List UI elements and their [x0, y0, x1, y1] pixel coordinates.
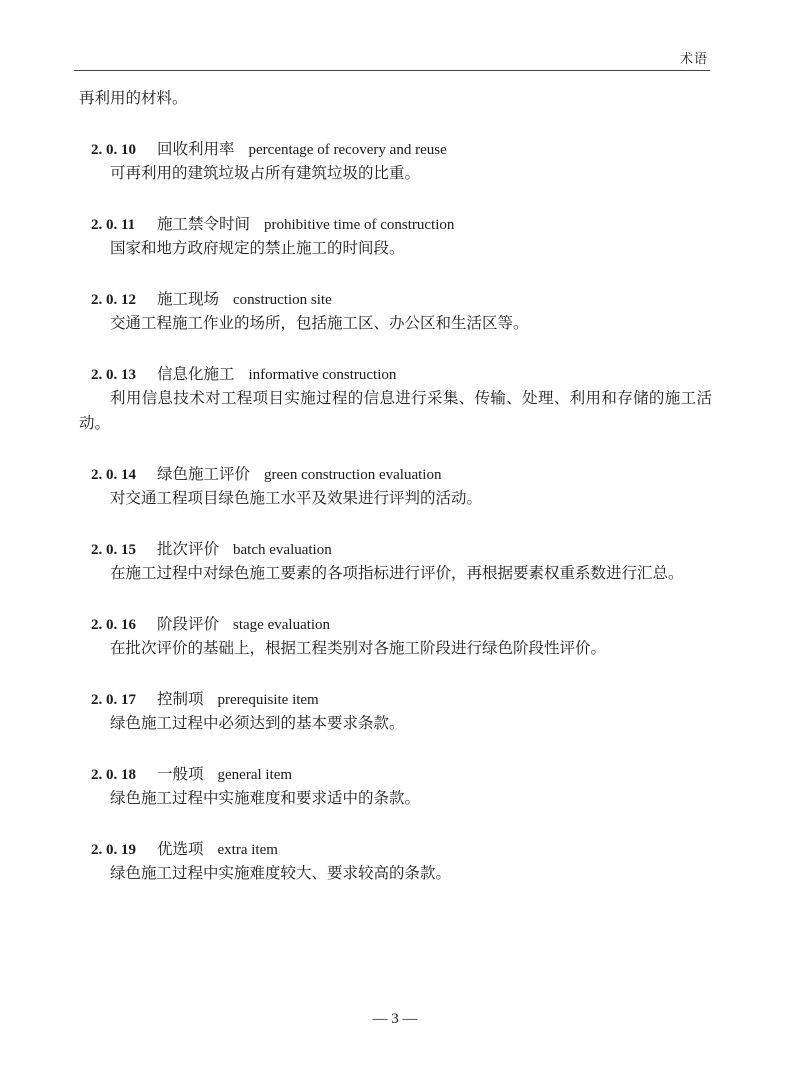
term-heading	[79, 761, 712, 786]
term-number: 2. 0. 11	[91, 217, 136, 233]
term-heading	[79, 686, 712, 711]
term-entry	[79, 836, 712, 886]
term-chinese: 绿色施工评价	[157, 465, 251, 483]
term-definition: 利用信息技术对工程项目实施过程的信息进行采集、传输、处理、利用和存储的施工活动。	[79, 389, 712, 432]
term-number: 2. 0. 19	[91, 842, 136, 858]
term-english: batch evaluation	[233, 542, 332, 558]
term-definition: 国家和地方政府规定的禁止施工的时间段。	[110, 239, 405, 257]
term-entry	[79, 211, 712, 261]
term-number: 2. 0. 16	[91, 617, 136, 633]
term-chinese: 施工禁令时间	[157, 215, 251, 233]
term-number: 2. 0. 13	[91, 367, 136, 383]
term-definition: 绿色施工过程中实施难度较大、要求较高的条款。	[110, 864, 452, 882]
term-english: informative construction	[248, 367, 397, 383]
term-chinese: 一般项	[157, 765, 204, 783]
term-number: 2. 0. 14	[91, 467, 136, 483]
term-number: 2. 0. 17	[91, 692, 136, 708]
term-chinese: 施工现场	[157, 290, 220, 308]
term-entry	[79, 461, 712, 511]
term-heading	[79, 611, 712, 636]
term-heading	[79, 286, 712, 311]
term-heading	[79, 136, 712, 161]
term-heading	[79, 361, 712, 386]
term-english: green construction evaluation	[264, 467, 442, 483]
term-definition: 在批次评价的基础上，根据工程类别对各施工阶段进行绿色阶段性评价。	[110, 639, 607, 657]
term-number: 2. 0. 15	[91, 542, 136, 558]
term-definition: 对交通工程项目绿色施工水平及效果进行评判的活动。	[110, 489, 483, 507]
term-number: 2. 0. 10	[91, 142, 136, 158]
term-definition: 可再利用的建筑垃圾占所有建筑垃圾的比重。	[110, 164, 421, 182]
term-entry	[79, 136, 712, 186]
section-header-label: 术语	[679, 52, 708, 67]
term-chinese: 控制项	[157, 690, 204, 708]
term-definition: 交通工程施工作业的场所，包括施工区、办公区和生活区等。	[110, 314, 529, 332]
term-definition: 在施工过程中对绿色施工要素的各项指标进行评价，再根据要素权重系数进行汇总。	[110, 564, 684, 582]
term-entry	[79, 361, 712, 436]
term-heading	[79, 836, 712, 861]
term-entry	[79, 536, 712, 586]
term-entry	[79, 686, 712, 736]
term-chinese: 批次评价	[157, 540, 220, 558]
term-entry	[79, 286, 712, 336]
header-divider	[74, 70, 710, 71]
term-number: 2. 0. 12	[91, 292, 136, 308]
term-english: prohibitive time of construction	[264, 217, 455, 233]
term-english: percentage of recovery and reuse	[248, 142, 447, 158]
page-number: — 3 —	[372, 1011, 418, 1027]
term-number: 2. 0. 18	[91, 767, 136, 783]
term-entry	[79, 611, 712, 661]
term-english: extra item	[217, 842, 278, 858]
term-chinese: 信息化施工	[157, 365, 235, 383]
term-entry	[79, 761, 712, 811]
term-english: prerequisite item	[217, 692, 319, 708]
term-heading	[79, 461, 712, 486]
term-definition: 绿色施工过程中必须达到的基本要求条款。	[110, 714, 405, 732]
continued-text: 再利用的材料。	[79, 89, 188, 107]
term-english: stage evaluation	[233, 617, 331, 633]
term-chinese: 回收利用率	[157, 140, 235, 158]
term-english: construction site	[233, 292, 332, 308]
term-heading	[79, 211, 712, 236]
term-english: general item	[217, 767, 293, 783]
term-chinese: 阶段评价	[157, 615, 220, 633]
page-body	[79, 86, 712, 911]
term-heading	[79, 536, 712, 561]
term-chinese: 优选项	[157, 840, 204, 858]
term-definition: 绿色施工过程中实施难度和要求适中的条款。	[110, 789, 421, 807]
